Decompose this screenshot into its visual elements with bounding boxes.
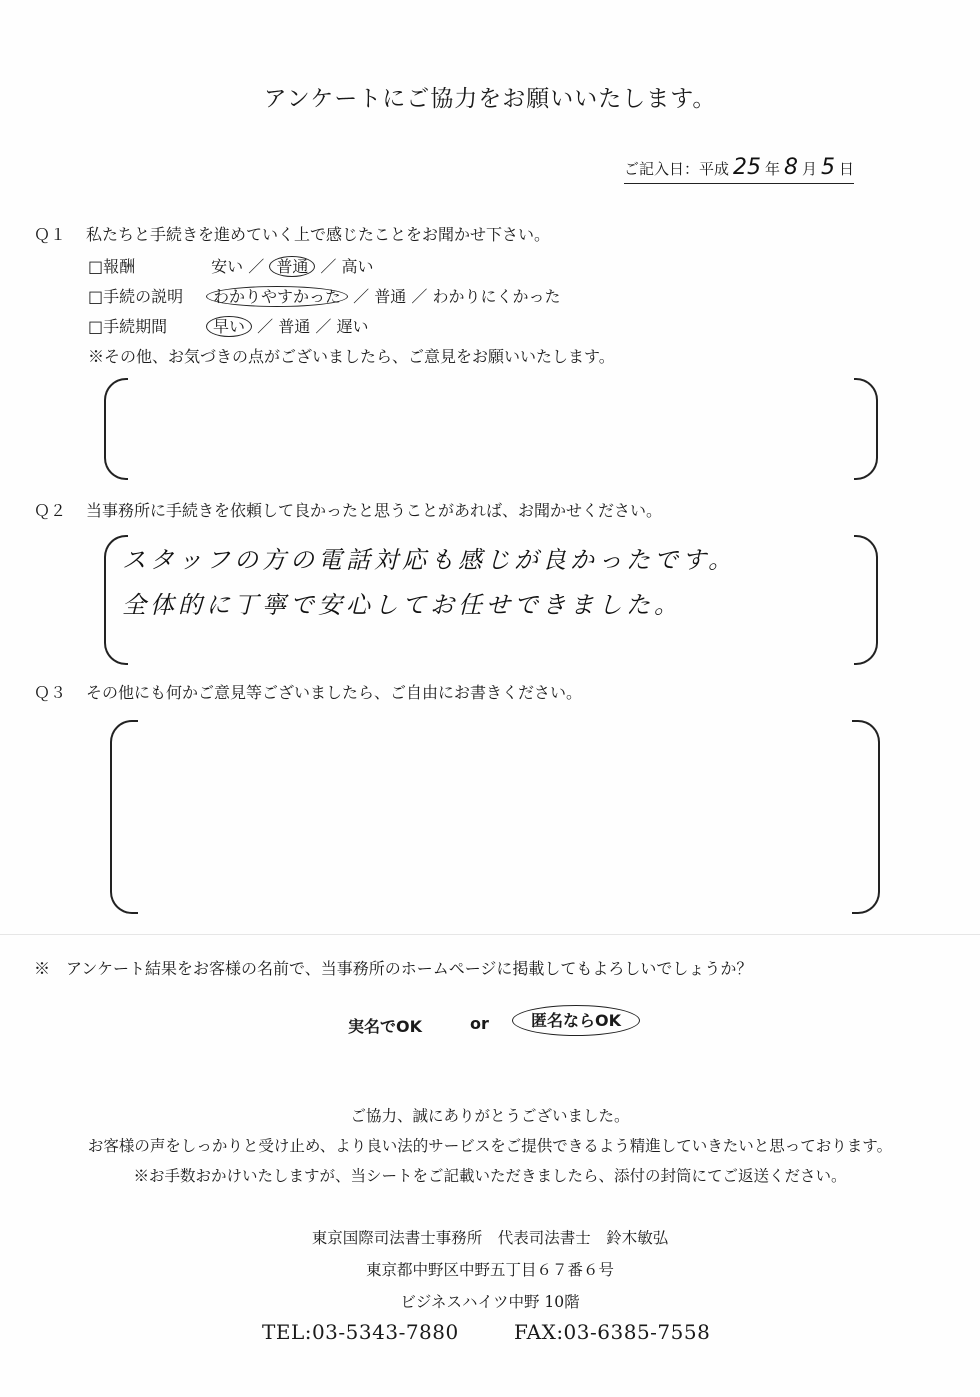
date-year-unit: 年 <box>765 160 781 178</box>
separator: ／ <box>315 317 332 336</box>
date-prefix: ご記入日：平成 <box>624 160 730 178</box>
q3-text: その他にも何かご意見等ございましたら、ご自由にお書きください。 <box>86 683 583 702</box>
q1-option[interactable]: 普通 <box>278 317 311 336</box>
separator: ／ <box>411 287 428 306</box>
q2-text: 当事務所に手続きを依頼して良かったと思うことがあれば、お聞かせください。 <box>86 501 663 520</box>
publish-option-real-name[interactable]: 実名でOK <box>348 1017 423 1036</box>
office-fax: FAX:03-6385-7558 <box>514 1320 711 1344</box>
q1-option[interactable]: 高い <box>341 257 374 276</box>
q3-answer-bracket-left <box>110 720 138 914</box>
date-month: 8 <box>784 155 799 180</box>
q1-option[interactable]: 普通 <box>374 287 407 306</box>
q1-option-selected[interactable]: 普通 <box>269 256 315 277</box>
publish-option-anonymous-selected[interactable] <box>512 1008 640 1031</box>
q1-option-selected[interactable]: わかりやすかった <box>206 286 348 307</box>
thanks-line3: ※お手数おかけいたしますが、当シートをご記載いただきましたら、添付の封筒にてご返送ください。 <box>133 1167 847 1185</box>
date-day-unit: 日 <box>839 160 855 178</box>
q3-answer-bracket-right <box>852 720 880 914</box>
thanks-line2: お客様の声をしっかりと受け止め、より良い法的サービスをご提供できるよう精進していきたいと思っております。 <box>87 1137 893 1155</box>
q1-item-label: □報酬 <box>88 257 136 276</box>
q1-item-fee <box>88 254 374 277</box>
q1-item-period <box>88 314 368 337</box>
q2-answer-bracket-right <box>854 535 878 665</box>
office-tel: TEL:03-5343-7880 <box>262 1320 459 1344</box>
separator: ／ <box>248 257 265 276</box>
q3-number: Ｑ３ <box>34 683 67 702</box>
q2-handwritten-answer-line2: 全体的に丁寧で安心してお任せできました。 <box>122 591 682 619</box>
q2-question <box>34 498 662 521</box>
survey-title: アンケートにご協力をお願いいたします。 <box>263 86 717 112</box>
q1-number: Ｑ１ <box>34 225 67 244</box>
thanks-line1: ご協力、誠にありがとうございました。 <box>350 1107 630 1125</box>
publish-option-anonymous-label: 匿名ならOK <box>512 1005 640 1036</box>
q1-option[interactable]: 遅い <box>336 317 369 336</box>
q1-text: 私たちと手続きを進めていく上で感じたことをお聞かせ下さい。 <box>86 225 551 244</box>
separator: ／ <box>320 257 337 276</box>
q1-item-label: □手続の説明 <box>88 287 184 306</box>
q1-option[interactable]: わかりにくかった <box>432 287 561 306</box>
q1-item-explanation <box>88 284 560 307</box>
office-address: 東京都中野区中野五丁目６７番６号 <box>365 1261 614 1279</box>
date-month-unit: 月 <box>802 160 818 178</box>
date-line <box>624 155 854 184</box>
q1-item-label: □手続期間 <box>88 317 168 336</box>
q1-option[interactable]: 安い <box>211 257 244 276</box>
office-name: 東京国際司法書士事務所 代表司法書士 鈴木敏弘 <box>311 1229 669 1247</box>
date-year: 25 <box>733 155 762 180</box>
section-divider <box>0 934 980 935</box>
office-building: ビジネスハイツ中野 10階 <box>400 1293 580 1311</box>
q1-question <box>34 222 550 245</box>
date-day: 5 <box>821 155 836 180</box>
q1-option-selected[interactable]: 早い <box>206 316 252 337</box>
q3-question <box>34 680 582 703</box>
q1-answer-bracket-right <box>854 378 878 480</box>
q2-handwritten-answer-line1: スタッフの方の電話対応も感じが良かったです。 <box>122 546 737 574</box>
q2-number: Ｑ２ <box>34 501 67 520</box>
q1-note: ※その他、お気づきの点がございましたら、ご意見をお願いいたします。 <box>88 347 615 366</box>
publish-question: ※ アンケート結果をお客様の名前で、当事務所のホームページに掲載してもよろしいでしょうか？ <box>34 959 753 978</box>
publish-or: or <box>470 1014 489 1033</box>
separator: ／ <box>353 287 370 306</box>
separator: ／ <box>257 317 274 336</box>
q1-answer-bracket-left <box>104 378 128 480</box>
